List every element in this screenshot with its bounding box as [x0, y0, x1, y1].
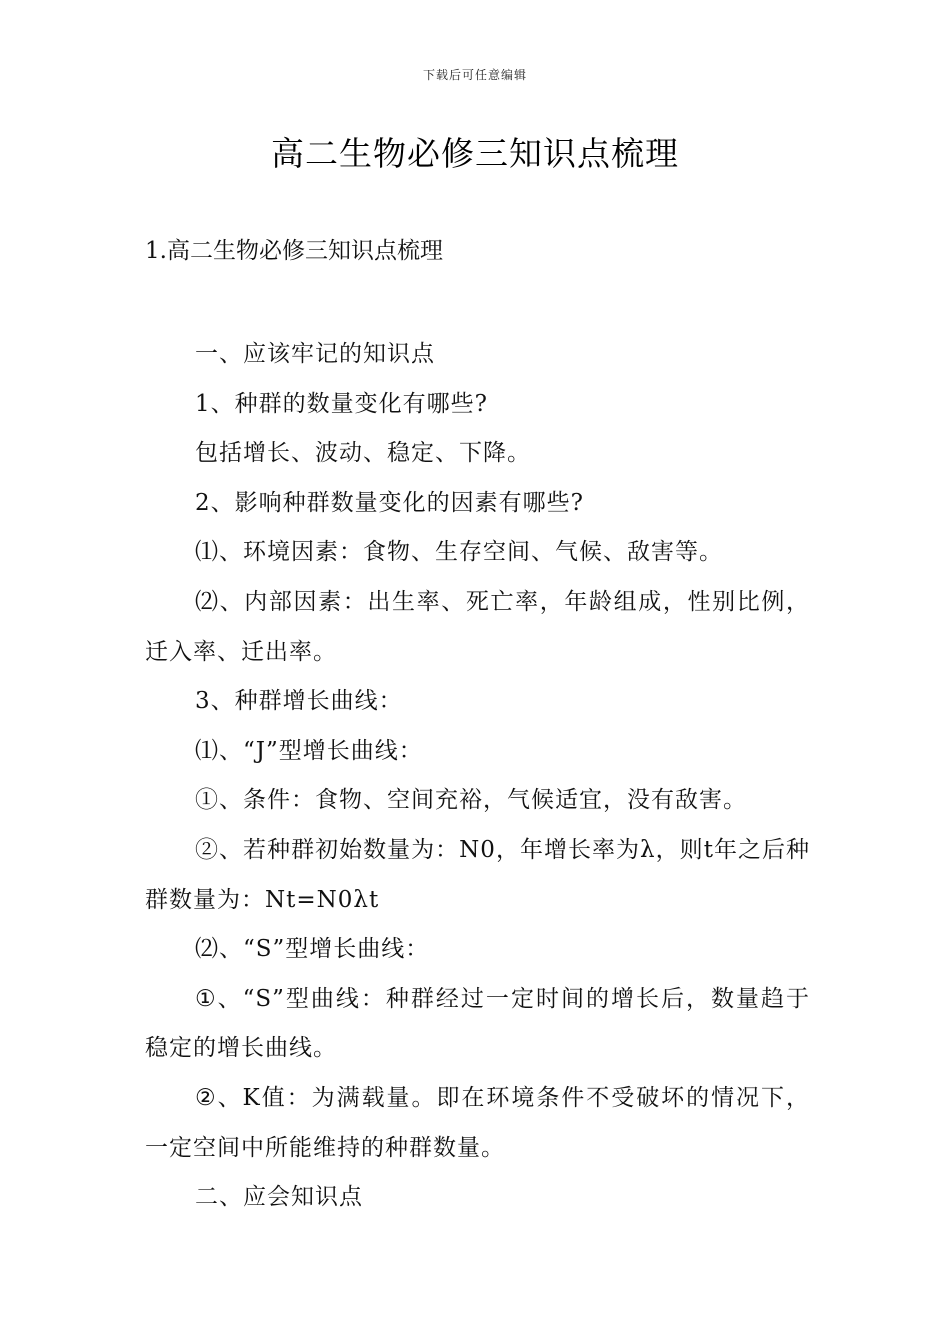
heading-remember-points: 一、应该牢记的知识点 [195, 341, 435, 367]
factor-environment: ⑴、环境因素：食物、生存空间、气候、敌害等。 [195, 539, 723, 566]
question-population-change: 1、种群的数量变化有哪些? [195, 390, 488, 417]
section-heading: 1.高二生物必修三知识点梳理 [145, 238, 443, 264]
question-influencing-factors: 2、影响种群数量变化的因素有哪些? [195, 489, 584, 516]
heading-should-know: 二、应会知识点 [195, 1184, 363, 1211]
j-curve-formula: ②、若种群初始数量为：N0，年增长率为λ，则t年之后种群数量为：Nt=N0λt [145, 836, 811, 913]
page-title: 高二生物必修三知识点梳理 [271, 134, 679, 173]
s-curve-definition: ①、“S”型曲线：种群经过一定时间的增长后，数量趋于稳定的增长曲线。 [145, 985, 810, 1062]
answer-population-change: 包括增长、波动、稳定、下降。 [195, 440, 531, 467]
j-curve-condition: ①、条件：食物、空间充裕，气候适宜，没有敌害。 [195, 787, 747, 814]
s-curve-heading: ⑵、“S”型增长曲线： [195, 936, 430, 963]
factor-internal: ⑵、内部因素：出生率、死亡率，年龄组成，性别比例，迁入率、迁出率。 [145, 588, 810, 665]
k-value-definition: ②、K值：为满载量。即在环境条件不受破坏的情况下，一定空间中所能维持的种群数量。 [145, 1084, 810, 1161]
j-curve-heading: ⑴、“J”型增长曲线： [195, 737, 423, 764]
body-text [145, 330, 810, 1223]
header-note: 下载后可任意编辑 [422, 68, 527, 82]
growth-curve-heading: 3、种群增长曲线： [195, 688, 403, 715]
